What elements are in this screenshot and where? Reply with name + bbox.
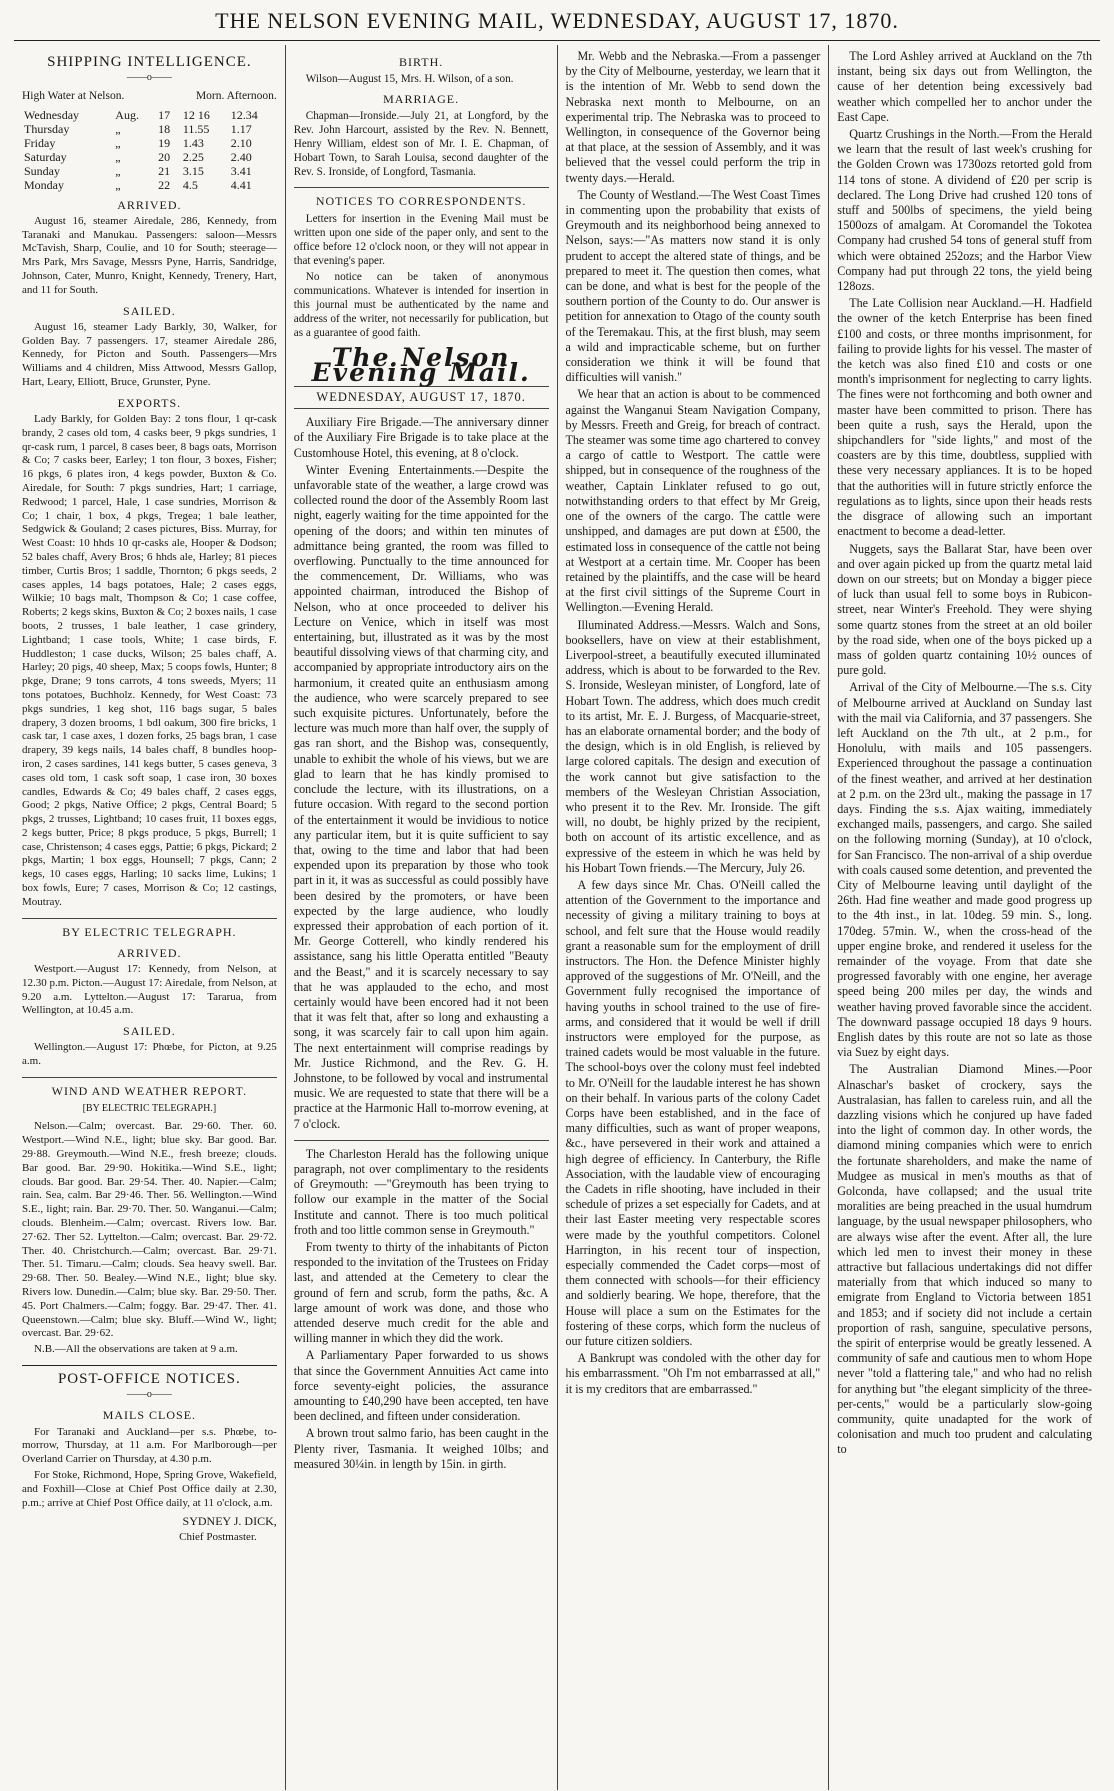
table-cell: 1.43	[182, 135, 204, 150]
divider	[294, 187, 549, 188]
exports-title: EXPORTS.	[117, 395, 182, 410]
weather-title: WIND AND WEATHER REPORT.	[51, 1084, 248, 1099]
article: Quartz Crushings in the North.—From the Herald we learn that the result of last week's crushing for the Golden Crown was 1730ozs retorted gold from 114 tons of stone. A dividend of £20 per scrip is declared. The Long Drive had crushed 120 tons of stuff and 500lbs of specimens, the yield being 1500ozs of amalgam. At Coromandel the Tokotea Company had crushed 54 tons of general stuff from which were obtained 252ozs; and the Harbor View Company had put through 22 tons, the yield being 128ozs.	[837, 127, 1092, 294]
article: The Charleston Herald has the following unique paragraph, not over complimentary to the residents of Greymouth: —"Greymouth has been trying to follow our example in the matter of the Social Institute and cannot. There is too much political froth and too little common sense in Greymouth."	[293, 1146, 549, 1237]
article: The Lord Ashley arrived at Auckland on the 7th instant, being six days out from Wellington, the cause of her detention being excessively bad weather which compelled her to anchor under the East Cape.	[837, 49, 1092, 124]
table-cell: Monday	[24, 177, 64, 192]
table-row	[22, 122, 277, 136]
divider	[22, 1077, 277, 1078]
paper-name: The Nelson Evening Mail.	[311, 342, 531, 387]
masthead: THE NELSON EVENING MAIL, WEDNESDAY, AUGUST 17, 1870.	[14, 8, 1100, 41]
birth-title: BIRTH.	[398, 55, 444, 69]
column-2	[286, 45, 558, 1790]
article: The County of Westland.—The West Coast Times in commenting upon the probability that exists of Greymouth and its neighborhood being annexed to Nelson, says:—"As matters now stand it is only prudent to accept the altered state of things, and be prepared to meet it. The question then comes, what can be done, and what is best for the people of the southern portion of the County to do. Our answer is petition for annexation to Otago of the county south of the Teremakau. This, at the first blush, may seem a wild and impracticable scheme, but on further consideration we think it will be found that difficulties will vanish."	[565, 187, 821, 385]
arrived-text: August 16, steamer Airedale, 286, Kennedy, from Taranaki and Manukau. Passengers: saloon—Messrs McTavish, Sharp, Coulie, and 10 for South; steerage—Mrs Park, Mrs Savage, Messrs Pyne, Harris, Sandridge, Johnson, Cater, Munro, Knight, Kennedy, Trenery, Hart, and 11 for South.	[22, 214, 277, 296]
article: From twenty to thirty of the inhabitants of Picton responded to the invitation of the Trustees on Friday last, and attended at the Cemetery to clear the ground of fern and scrub, form the paths, &c. A large amount of work was done, and those who attended deserve much credit for the able and willing manner in which they did the work.	[293, 1239, 549, 1346]
shipping-title: SHIPPING INTELLIGENCE.	[47, 54, 252, 70]
tide-label: High Water at Nelson.	[22, 90, 125, 103]
marriage-title: MARRIAGE.	[383, 92, 460, 107]
tide-cols: Morn. Afternoon.	[195, 90, 277, 103]
table-cell: „	[115, 149, 121, 164]
tel-arrived-title: ARRIVED.	[117, 945, 182, 960]
divider	[22, 1365, 277, 1366]
table-row	[22, 164, 277, 178]
weather-note: N.B.—All the observations are taken at 9 a.m.	[34, 1343, 238, 1356]
exports-text: Lady Barkly, for Golden Bay: 2 tons flour, 1 qr-cask brandy, 2 cases old tom, 4 casks beer, 9 pkgs sundries, 1 qr-cask rum, 1 parcel, 8 cases beer, 8 bags oats, Morrison & Co; 7 casks beer, Earley; 1 ton flour, 3 boxes, Fisher; 16 pkgs, 6 plates iron, 4 kegs powder, Buxton & Co. Airedale, for South: 7 pkgs sundries, Hart; 1 carriage, Redwood; 1 parcel, Hale, 1 case sundries, Morrison & Co; 1 chair, 1 box, 4 pkgs, Tregea; 1 bale leather, Sedgwick & Gouland; 2 cases pictures, Biss. Murray, for West Coast: 10 hhds 10 qr-casks ale, Hooper & Dodson; 52 bales chaff, Avery Bros; 6 hhds ale, Harley; 81 pieces timber, Curtis Bros; 1 saddle, Thornton; 6 pkgs seeds, 2 cases apples, 14 bags potatoes, Hale; 2 cases eggs, Wilkie; 10 bags malt, Thompson & Co; 1 case coffee, Roberts; 2 kegs skins, Buxton & Co; 2 boxes nails, 1 case boots, 2 trusses, 1 bale leather, 1 case grindery, Lightband; 1 case tools, White; 1 case birds, F. Huddleston; 1 case ducks, Wilson; 25 bales chaff, A. Harley; 20 pigs, 40 sheep, Max; 5 coops fowls, Hunter; 8 pkge, Drane; 9 tons carrots, 4 tons sweeds, Myers; 11 tons potatoes, Buchholz. Kennedy, for West Coast: 73 pkgs sundries, 1 keg shot, 116 bags sugar, 5 bales drapery, 3 dozen brooms, 1 bdl oakum, 300 fire bricks, 1 cask tar, 1 case axes, 1 dozen forks, 25 bags bran, 1 case drapery, 39 kegs nails, 14 bales chaff, 8 bundles hoop-iron, 2 cases sardines, 141 kegs butter, 5 cases geneva, 3 cases old tom, 1 cask soft soap, 1 case iron, 30 boxes candles, Edwards & Co; 49 bales chaff, 2 cases eggs, Good; 2 pkgs, Native Office; 2 pkgs, Central Board; 5 pkgs, 2 trusses, Lightband; 10 cases fruit, 11 boxes eggs, 2 kegs butter, Price; 8 pkgs produce, 5 pkgs, Burrell; 1 case, Christenson; 4 cases eggs, Pattie; 6 pkgs, Pickard; 2 pkgs, Martin; 1 box eggs, Hounsell; 7 pkgs, Cann; 2 kegs, 10 cases eggs, Harling; 10 sacks lime, Lukins; 1 box fowls, Eure; 7 cases, Morrison & Co; 12 castings, Moutray.	[22, 412, 277, 908]
ornament: ——o——	[126, 72, 172, 84]
table-cell: 2.40	[230, 149, 252, 164]
article: Winter Evening Entertainments.—Despite the unfavorable state of the weather, a large crowd was collected round the door of the Assembly Room last night, eagerly waiting for the time appointed for the opening of the doors; and within ten minutes of admittance being granted, the room was filled to overflowing. Punctually to the time announced for the commencement, Dr. Williams, who was appointed chairman, introduced the Bishop of Nelson, who at once proceeded to deliver his Lecture on Venice, which in itself was most entertaining, but, illustrated as it was by the most beautiful dissolving views of that charming city, and accompanied by appropriate introductory airs on the harmonium, it created quite an enthusiasm among the audience, who were scarcely prepared to see such exquisite pictures. Unfortunately, before the lecture was much more than half over, the supply of gas ran short, and the Bishop was, consequently, unable to exhibit the whole of his views, but we are glad to learn that he has kindly promised to conclude the lecture, with its illustrations, on a future occasion. With regard to the second portion of the entertainment it would be invidious to notice any particular item, but it is quite sufficient to say that, owing to the time and labor that had been expended upon its preparation by those who took part in it, it was as successful as could possibly have been desired by the promoters, or have been expected by the large audience, who loudly expressed their approbation of each portion of it. Mr. George Cotterell, who kindly rendered his assistance, sang his little Operatta entitled "Beauty and the Beast," and it is scarcely necessary to say that he was applauded to the echo, and most certainly would have been encored had it not been that it was felt that, after so long and exhausting a song, it was scarcely fair to call upon him again. The next entertainment will comprise readings by Mr. Justice Richmond, and the Rev. G. H. Johnstone, to be followed by vocal and instrumental music. We are requested to state that there will be a practice at the Harmonic Hall to-morrow evening, at 7 o'clock.	[293, 462, 549, 1131]
article: A brown trout salmo fario, has been caught in the Plenty river, Tasmania. It weighed 10lbs; and measured 30¼in. in length by 15in. in girth.	[293, 1426, 549, 1471]
article: The Late Collision near Auckland.—H. Hadfield the owner of the ketch Enterprise has been fined £100 and costs, or three months imprisonment, for failing to provide lights for his vessel. The master of the ketch was also fined £10 and costs or one month's imprisonment for neglecting to carry lights. The fines were not forthcoming and both owner and master have been committed to prison. There has been quite a rush, says the Herald, upon the shipchandlers for "side lights," and most of the coasters are by this time, doubtless, supplied with these very necessary appliances. It is to be hoped that the authorities will in future strictly enforce the regulations as to lights, since upon their heads rests the disgrace of allowing such an important enactment to become a dead-letter.	[837, 296, 1092, 539]
table-cell: 12 16	[182, 107, 210, 122]
table-cell: 19	[158, 135, 171, 150]
weather-sub: [BY ELECTRIC TELEGRAPH.]	[82, 1103, 217, 1115]
table-cell: 2.25	[182, 149, 204, 164]
tel-sailed-title: SAILED.	[123, 1024, 176, 1039]
signatory: SYDNEY J. DICK,	[182, 1514, 277, 1529]
mails-title: MAILS CLOSE.	[102, 1408, 197, 1423]
table-cell: 2.10	[230, 135, 252, 150]
table-cell: 4.5	[182, 177, 198, 192]
dateline: WEDNESDAY, AUGUST 17, 1870.	[294, 386, 549, 409]
table-cell: 12.34	[230, 107, 258, 122]
table-cell: Aug.	[115, 107, 139, 122]
table-row	[22, 150, 277, 164]
table-row	[22, 108, 277, 122]
table-cell: „	[115, 135, 121, 150]
arrived-title: ARRIVED.	[117, 197, 182, 212]
table-cell: „	[115, 121, 121, 136]
table-cell: 3.41	[230, 163, 252, 178]
columns	[14, 45, 1100, 1790]
column-3	[558, 45, 830, 1790]
article: Mr. Webb and the Nebraska.—From a passenger by the City of Melbourne, yesterday, we learn that it is the intention of Mr. Webb to send down the Nebraska next month to Melbourne, on an experimental trip. The Nebraska was to proceed to Wellington, in consequence of the Governor being at that place, at the session of Assembly, and it was believed that the vessel could perform the trip in twenty days.—Herald.	[565, 49, 821, 185]
table-cell: „	[115, 177, 121, 192]
table-cell: Wednesday	[24, 107, 80, 122]
tel-arrived-text: Westport.—August 17: Kennedy, from Nelson, at 12.30 p.m. Picton.—August 17: Airedale, from Nelson, at 9.20 a.m. Lyttelton.—August 17: Tararua, from Wellington, at 10.45 a.m.	[22, 963, 277, 1017]
tel-sailed-text: Wellington.—August 17: Phœbe, for Picton, at 9.25 a.m.	[22, 1041, 277, 1068]
table-cell: Sunday	[24, 163, 60, 178]
notices-title: NOTICES TO CORRESPONDENTS.	[315, 194, 527, 209]
column-1	[14, 45, 286, 1790]
divider	[22, 918, 277, 919]
table-row	[22, 136, 277, 150]
table-cell: 18	[158, 121, 171, 136]
article: We hear that an action is about to be commenced against the Wanganui Steam Navigation Company, by Messrs. Freeth and Greig, for breach of contract. The steamer was some time ago chartered to convey a cargo of cattle to Westport. The cattle were shipped, but in consequence of the roughness of the weather, Captain Linklater refused to go out, notwithstanding orders to that effect by Mr Greig, one of the owners of the cargo. The cattle were unshipped, and damages are put down at £500, the estimated loss in consequence of the cattle not being at Westport at a certain time. Mr. Cooper has been retained by the plaintiffs, and the case will be heard at the first civil sittings of the Supreme Court in Wellington.—Evening Herald.	[565, 387, 821, 615]
article: Illuminated Address.—Messrs. Walch and Sons, booksellers, have on view at their establishment, Liverpool-street, a beautifully executed illuminated address, which is about to be forwarded to the Rev. S. Ironside, Wesleyan minister, of Longford, late of Hobart Town. The address, which does much credit to its artist, Mr. E. J. Burgess, of Macquarie-street, has an elaborate ornamental border; and the body of the design, which is in old English, is relieved by large colored capitals. The design and execution of the work cannot but give satisfaction to the members of the Wesleyan Christian Association, who present it to the Rev. Mr. Ironside. The gift will, no doubt, be highly prized by the recipient, both on account of its artistic excellence, and as expressive of the esteem in which he was held by his Hobart Town friends.—The Mercury, July 26.	[565, 617, 821, 875]
table-cell: 17	[158, 107, 171, 122]
table-cell: 1.17	[230, 121, 252, 136]
tide-header	[22, 89, 277, 104]
table-cell: 11.55	[182, 121, 210, 136]
article: Nuggets, says the Ballarat Star, have been over and over again picked up from the quartz metal laid down on our streets; but on Monday a bigger piece of luck than usual fell to some boys in Rubicon-street, near Winter's Freehold. They were shying some quartz stones from the street at an old boiler by the road side, when one of the boys picked up a mass of golden quartz containing 10½ ounces of pure gold.	[837, 541, 1092, 678]
marriage-text: Chapman—Ironside.—July 21, at Longford, by the Rev. John Harcourt, assisted by the Rev. N. Bennett, Henry William, eldest son of Mr. I. E. Chapman, of Hobart Town, to Sarah Louisa, second daughter of the Rev. S. Ironside, of Longford, Tasmania.	[293, 110, 549, 179]
birth-text: Wilson—August 15, Mrs. H. Wilson, of a son.	[305, 73, 514, 86]
table-row	[22, 178, 277, 192]
sailed-title: SAILED.	[123, 303, 176, 318]
article: A Parliamentary Paper forwarded to us shows that since the Government Annuities Act came into force seventy-eight policies, the assurance amounting to £40,290 have been accepted, ten have been declined, and fifteen under consideration.	[293, 1348, 549, 1424]
article: Auxiliary Fire Brigade.—The anniversary dinner of the Auxiliary Fire Brigade is to take place at the Customhouse Hotel, this evening, at 8 o'clock.	[293, 415, 549, 460]
signatory-title: Chief Postmaster.	[179, 1530, 257, 1543]
telegraph-title: BY ELECTRIC TELEGRAPH.	[62, 924, 237, 939]
divider	[294, 1140, 549, 1141]
article: A few days since Mr. Chas. O'Neill called the attention of the Government to the importance and necessity of giving a military training to boys at school, and felt sure that the House would readily grant a reasonable sum for the employment of drill instructors. The Hon. the Defence Minister highly approved of the suggestions of Mr. O'Neill, and the Government fully recognised the importance of having youths in school trained to the use of fire-arms, and considered that it would be well if drill instructors were employed for the purpose, as trained cadets would be most valuable in the future. The school-boys over the colony must feel indebted to Mr. O'Neill for the laudable interest he has shown on their behalf. In various parts of the colony Cadet Corps have been established, and in the face of many difficulties, such as want of proper weapons, &c., have persevered in their work and attained a high degree of efficiency. In Canterbury, the Rifle Association, with the laudable view of encouraging the Cadets in rifle shooting, have included in their schedule of prizes a set especially for Cadets, and at their last Easter meeting very respectable scores were made by the youthful competitors. Colonel Harrington, in his recent tour of inspection, especially commended the Cadet corps—most of them connected with schools—for their efficiency and soldierly bearing. We hope, therefore, that the House will place a sum on the Estimates for the fostering of these corps, which form the nucleus of our future citizen soldiers.	[565, 877, 821, 1349]
ornament: ——o——	[126, 1389, 172, 1401]
table-cell: 21	[158, 163, 171, 178]
article: A Bankrupt was condoled with the other day for his embarrassment. "Oh I'm not embarrassed at all," it is my creditors that are embarrassed."	[565, 1351, 821, 1396]
table-cell: 20	[158, 149, 171, 164]
post-title: POST-OFFICE NOTICES.	[57, 1371, 241, 1388]
table-cell: 4.41	[230, 177, 252, 192]
mails-text-2: For Stoke, Richmond, Hope, Spring Grove, Wakefield, and Foxhill—Close at Chief Post Office daily at 2.30, p.m.; arrive at Chief Post Office daily, at 11 o'clock, a.m.	[22, 1469, 277, 1509]
mails-text: For Taranaki and Auckland—per s.s. Phœbe, to-morrow, Thursday, at 11 a.m. For Marlborough—per Overland Carrier on Thursday, at 4.30 p.m.	[22, 1425, 277, 1466]
sailed-text: August 16, steamer Lady Barkly, 30, Walker, for Golden Bay. 7 passengers. 17, steamer Airedale 286, Kennedy, for Picton and South. Passengers—Mrs Williams and 4 children, Miss Attwood, Messrs Gallop, Hart, Leary, Elliott, Bruce, Grunster, Pyne.	[22, 320, 277, 388]
weather-text: Nelson.—Calm; overcast. Bar. 29·60. Ther. 60. Westport.—Wind N.E., light; blue sky. Bar good. Bar. 29·88. Greymouth.—Wind N.E., fresh breeze; clouds. Bar good. Bar. 29·90. Hokitika.—Wind S.E., light; clouds. Bar good. Bar. 29·54. Ther. 40. Napier.—Calm; rain. Sea, calm. Bar 29·46. Ther. 56. Wellington.—Wind S.E., light; rain. Bar. 29·70. Ther. 50. Wanganui.—Calm; clouds. Blenheim.—Calm; overcast. Rivers low. Bar. 27·62. Ther 52. Lyttelton.—Calm; overcast. Bar. 29·72. Ther. 40. Christchurch.—Calm; overcast. Bar. 29·71. Ther. 51. Timaru.—Calm; clouds. Sea heavy swell. Bar. 29·68. Ther. 50. Bealey.—Wind N.E., light; blue sky. Rivers low. Dunedin.—Calm; blue sky. Bar. 29·50. Ther. 45. Port Chalmers.—Calm; foggy. Bar. 29·47. Ther. 41. Queenstown.—Calm; blue sky. Bluff.—Wind W., light; overcast. Bar. 29·62.	[22, 1120, 277, 1340]
notices-text-2: No notice can be taken of anonymous communications. Whatever is intended for insertion in this journal must be authenticated by the name and address of the writer, not necessarily for publication, but as a guarantee of good faith.	[293, 270, 549, 339]
table-cell: 22	[158, 177, 171, 192]
table-cell: Saturday	[24, 149, 67, 164]
table-cell: 3.15	[182, 163, 204, 178]
table-cell: Friday	[24, 135, 56, 150]
tide-table	[22, 108, 277, 192]
notices-text-1: Letters for insertion in the Evening Mail must be written upon one side of the paper only, and sent to the office before 12 o'clock noon, or they will not appear in that evening's paper.	[293, 212, 549, 267]
table-cell: „	[115, 163, 121, 178]
column-4	[829, 45, 1100, 1790]
article: Arrival of the City of Melbourne.—The s.s. City of Melbourne arrived at Auckland on Sunday last with the mail via California, and 37 passengers. She left Auckland on the 7th ult., at 2 p.m., for Honolulu, with mails and 105 passengers. Experienced throughout the passage a continuation of the finest weather, and arrived at her destination at 2 p.m. on the 23rd ult., making the passage in 17 days. Finding the s.s. Ajax waiting, immediately exchanged mails, passengers, and cargo. She sailed on the following morning (Sunday), at 10 o'clock, for San Francisco. The non-arrival of a ship overdue with coals caused some detention, and prevented the City of Melbourne leaving until daylight of the 26th. Had fine weather and made good progress up to the 4th inst., in lat. 10deg. 59 min. S., long. 170deg. 57min. W., when the cross-head of the upper engine broke, and rendered it useless for the remainder of the voyage. From that date she progressed favorably with one engine, her average speed being 200 miles per day, the winds and weather having proved favorable since the accident. The downward passage occupied 18 days 9 hours. English dates by this route are not so late as those via Suez by eight days.	[837, 680, 1092, 1060]
table-cell: Thursday	[24, 121, 70, 136]
article: The Australian Diamond Mines.—Poor Alnaschar's basket of crockery, says the Australasian, has fallen to careless ruin, and all the dazzling visions which he conjured up have faded into the light of common day. In other words, the diamond mining companies which were to enrich the fortunate shareholders, and make the name of Mudgee as musical in men's mouths as that of Golconda, have collapsed; and the usual trite moralities are being preached in the usual humdrum language, by the usual newspaper philosophers, who are always wise after the event. After all, the lure which led men to invest their money in these attractive but fallacious undertakings did not differ materially from that which induced so many to emigrate from England to Victoria between 1851 and 1853; and if society did not include a certain proportion of rash, sanguine, speculative persons, the spirit of enterprise would be greatly lessened. A community of safe and cautious men to whom Hope never "told a flattering tale," and who had no relish for anything but "the elegant simplicity of the three-per-cents," would be a particularly slow-going community, quite unadapted for the work of colonisation and much too prudent and calculating to	[837, 1062, 1092, 1457]
